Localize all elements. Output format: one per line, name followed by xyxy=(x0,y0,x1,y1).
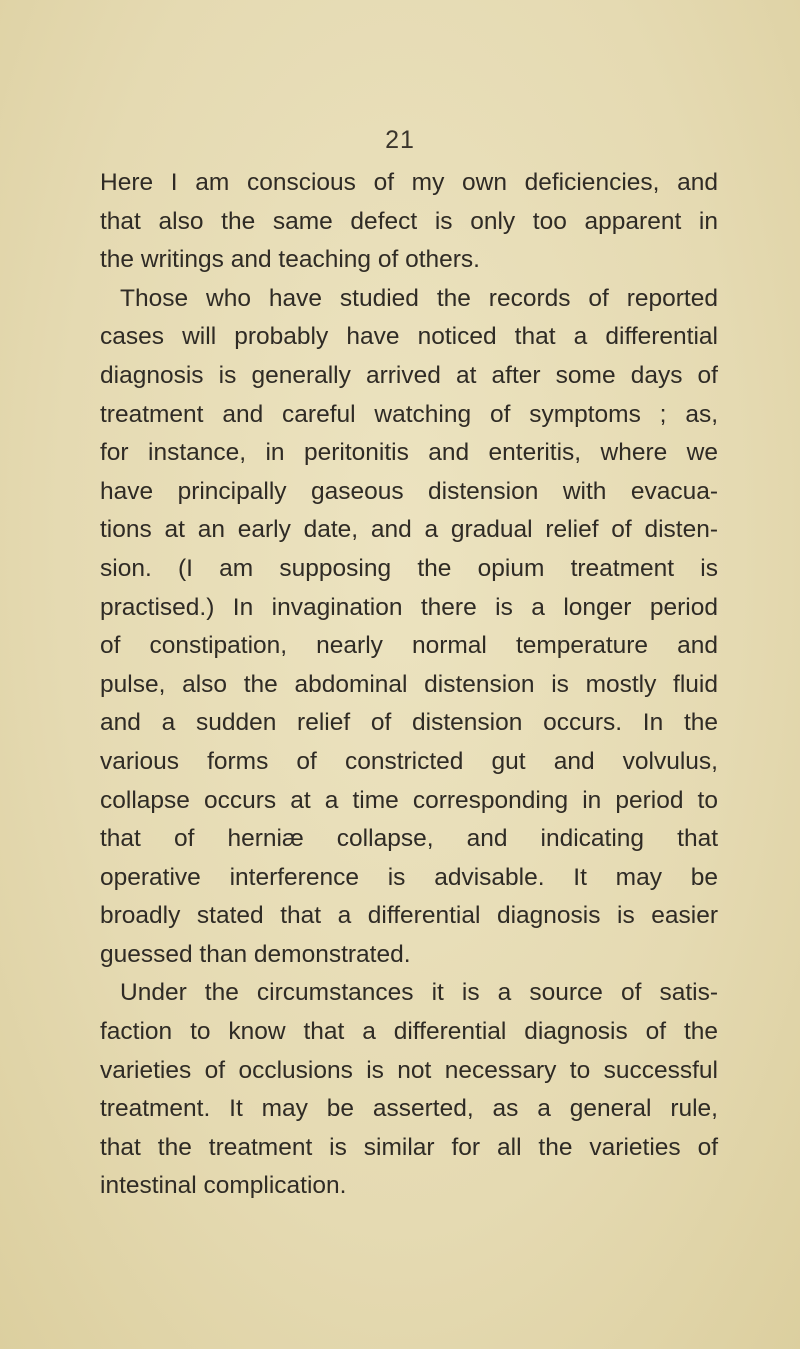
paragraph-start-line: Those who have studied the records of reported xyxy=(120,284,718,312)
text-line: operative interference is advisable. It may be xyxy=(100,863,718,891)
text-line: that the treatment is similar for all the varieties of xyxy=(100,1133,718,1161)
text-line: varieties of occlusions is not necessary to successful xyxy=(100,1056,718,1084)
text-line: cases will probably have noticed that a differential xyxy=(100,323,718,351)
text-line: pulse, also the abdominal distension is mostly fluid xyxy=(100,670,718,698)
text-line: diagnosis is generally arrived at after some days of xyxy=(100,361,718,389)
text-line: faction to know that a differential diagnosis of the xyxy=(100,1018,718,1046)
text-line: guessed than demonstrated. xyxy=(100,940,411,968)
text-line: and a sudden relief of distension occurs. In the xyxy=(100,709,718,737)
text-line: of constipation, nearly normal temperature and xyxy=(100,632,718,660)
text-line: that also the same defect is only too apparent in xyxy=(100,207,718,235)
text-line: sion. (I am supposing the opium treatment is xyxy=(100,554,718,582)
text-line: treatment and careful watching of symptoms ; as, xyxy=(100,400,718,428)
page-number: 21 xyxy=(385,126,415,154)
text-line: tions at an early date, and a gradual relief of disten- xyxy=(100,516,718,544)
text-line: collapse occurs at a time corresponding in period to xyxy=(100,786,718,814)
body-text xyxy=(100,164,718,1206)
text-line: the writings and teaching of others. xyxy=(100,246,480,274)
text-line: that of herniæ collapse, and indicating that xyxy=(100,825,718,853)
paragraph-start-line: Under the circumstances it is a source of satis- xyxy=(120,979,718,1007)
text-line: intestinal complication. xyxy=(100,1172,347,1200)
text-line: broadly stated that a differential diagnosis is easier xyxy=(100,902,718,930)
text-line: Here I am conscious of my own deficiencies, and xyxy=(100,169,718,196)
text-line: for instance, in peritonitis and enteritis, where we xyxy=(100,439,718,467)
text-line: various forms of constricted gut and volvulus, xyxy=(100,747,718,775)
text-line: treatment. It may be asserted, as a general rule, xyxy=(100,1095,718,1123)
text-line: have principally gaseous distension with evacua- xyxy=(100,477,718,505)
text-line: practised.) In invagination there is a longer period xyxy=(100,593,718,621)
